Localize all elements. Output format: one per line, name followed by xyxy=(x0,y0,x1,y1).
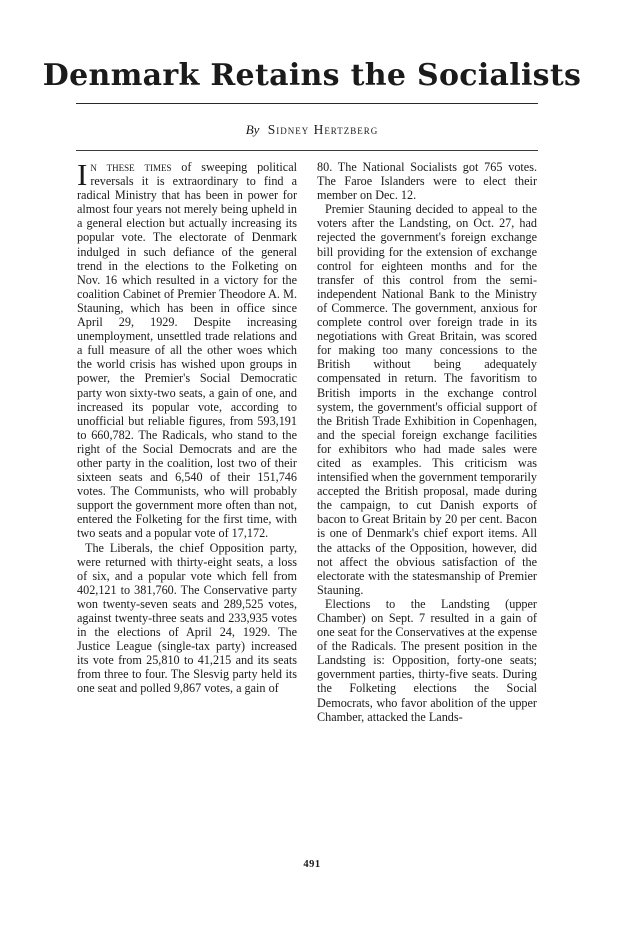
paragraph-2-continued: 80. The National Socialists got 765 votes. The Faroe Islanders were to elect their member on Dec. 12. xyxy=(317,160,537,203)
drop-cap: I xyxy=(77,157,88,192)
byline-author: Sidney Hertzberg xyxy=(267,122,379,137)
column-left xyxy=(77,157,298,696)
column-right xyxy=(317,160,537,724)
page-number: 491 xyxy=(303,859,321,870)
byline xyxy=(0,122,624,138)
title-rule xyxy=(76,103,538,104)
byline-rule xyxy=(76,150,538,151)
paragraph-2: The Liberals, the chief Opposition party, were returned with thirty-eight seats, a loss of six, and a popular vote which fell from 402,121 to 381,760. The Conservative party won twenty-seven seats and 289,525 votes, against twenty-three seats and 233,935 votes in the elections of April 24, 1929. The Justice League (single-tax party) increased its vote from 25,810 to 41,215 and its seats from three to four. The Slesvig party held its one seat and polled 9,867 votes, a gain of xyxy=(77,540,297,696)
paragraph-1-body: of sweeping political reversals it is extraordinary to find a radical Ministry that has been in power for almost four years not merely being upheld in a general election but actually increasing its popular vote. The electorate of Denmark indulged in such defiance of the general trend in the elections to the Folketing on Nov. 16 which resulted in a victory for the coalition Cabinet of Premier Theodore A. M. Stauning, which has been in office since April 29, 1929. Despite increasing unemployment, unsettled trade relations and a full measure of all the other woes which the world crisis has wished upon groups in power, the Premier's Social Democratic party won sixty-two seats, a gain of one, and increased its popular vote, according to unofficial but reliable figures, from 593,191 to 660,782. The Radicals, who stand to the right of the Social Democrats and are the other party in the coalition, lost two of their sixteen seats and 6,540 of their 151,746 votes. The Communists, who will probably support the government more often than not, entered the Folketing for the first time, with two seats and a popular vote of 17,172. xyxy=(77,160,298,541)
article-title: Denmark Retains the Socialists xyxy=(42,58,582,93)
paragraph-1 xyxy=(77,157,298,541)
byline-prefix: By xyxy=(245,122,260,137)
paragraph-3: Premier Stauning decided to appeal to the voters after the Landsting, on Oct. 27, had rejected the government's foreign exchange bill providing for the extension of exchange control for eighteen months and for the transfer of this control from the semi-independent National Bank to the Ministry of Commerce. The government, anxious for complete control over foreign trade in its negotiations with Great Britain, was scored for making too many concessions to the British without being adequately compensated in return. The favoritism to British imports in the exchange control system, the government's official support of the British Trade Exhibition in Copenhagen, and the special foreign exchange facilities for exhibitors who had made sales were cited as examples. This criticism was intensified when the government temporarily accepted the British proposal, made during the campaign, to cut Danish exports of bacon to Great Britain by 20 per cent. Bacon is one of Denmark's chief export items. All the attacks of the Opposition, however, did not affect the obvious satisfaction of the electorate with the statesmanship of Premier Stauning. xyxy=(317,202,537,597)
paragraph-4: Elections to the Landsting (upper Chamber) on Sept. 7 resulted in a gain of one seat for the Conservatives at the expense of the Radicals. The present position in the Landsting is: Opposition, forty-one seats; government parties, thirty-five seats. During the Folketing elections the Social Democrats, who favor abolition of the upper Chamber, attacked the Lands- xyxy=(317,596,537,724)
lead-in-text: n these times xyxy=(90,160,172,174)
